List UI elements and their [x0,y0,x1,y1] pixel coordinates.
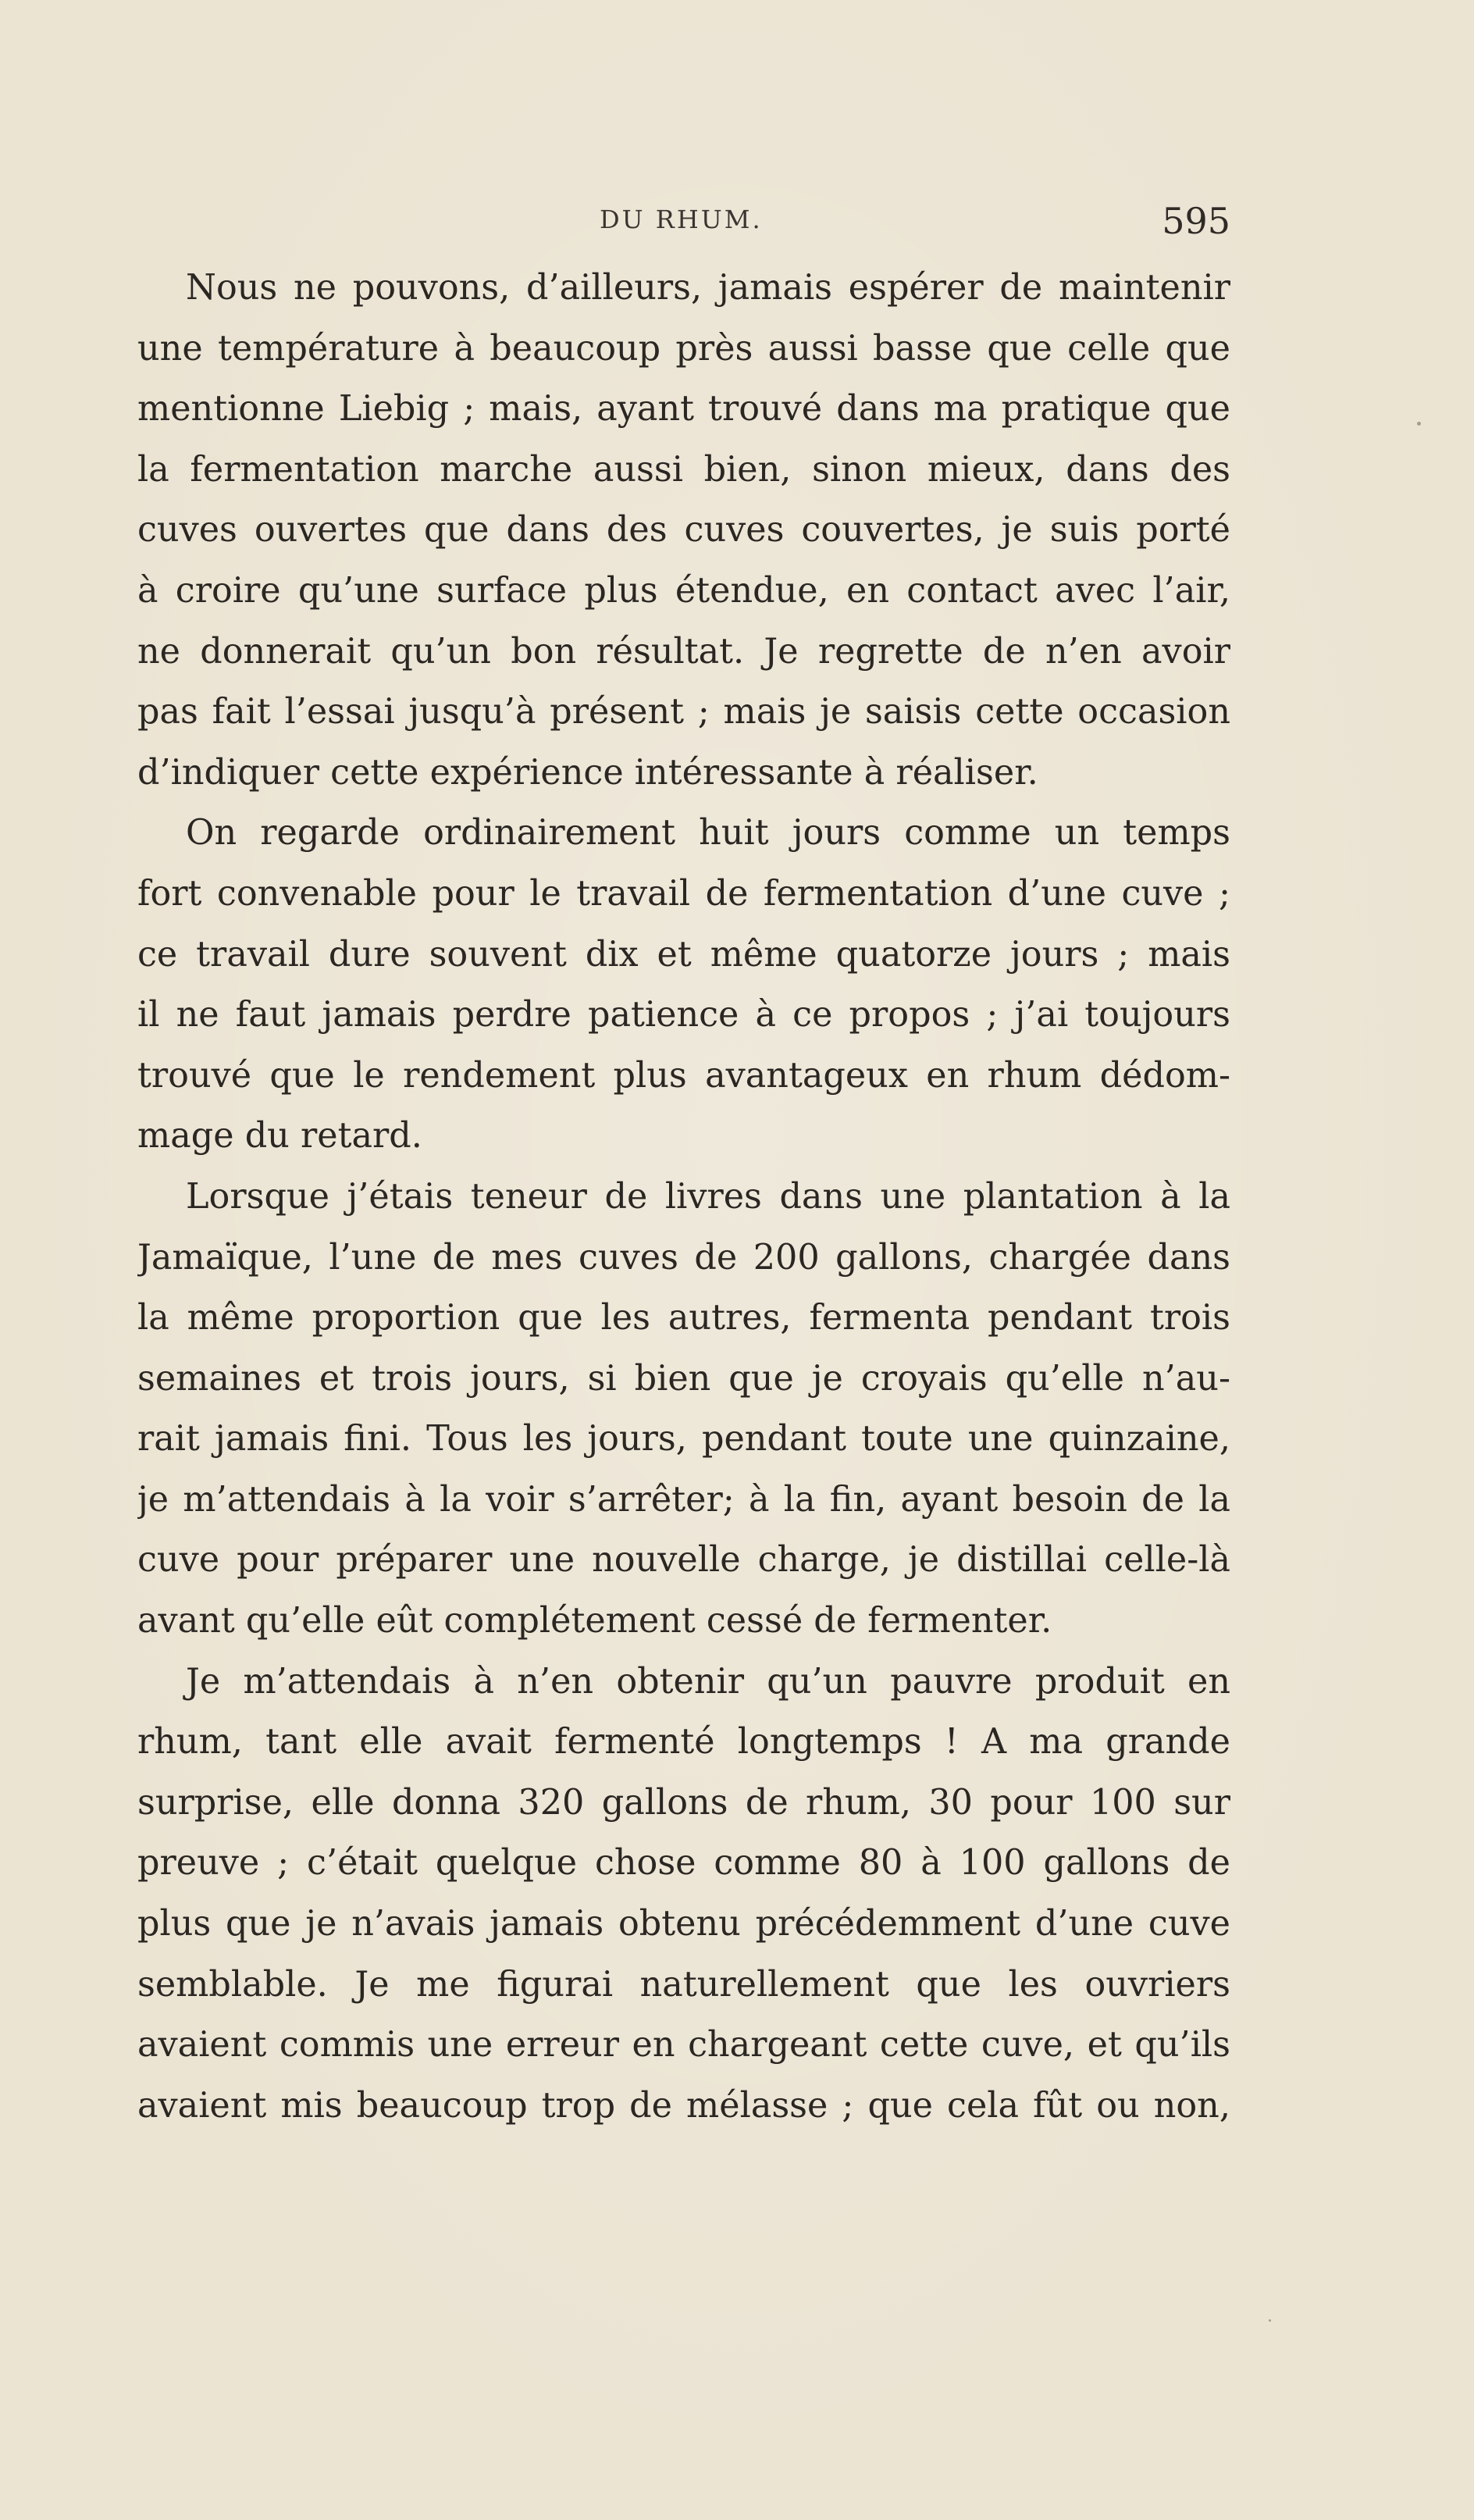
text-line: avaient mis beaucoup trop de mélasse ; que cela fût ou non, [137,2085,1230,2126]
text-line: cuves ouvertes que dans des cuves couvertes, je suis porté [137,510,1230,551]
text-line: Je m’attendais à n’en obtenir qu’un pauvre produit en [186,1661,1230,1702]
text-line: fort convenable pour le travail de fermentation d’une cuve ; [137,873,1230,914]
page-header [137,200,1230,251]
paper-speck [1417,422,1421,426]
text-line: ce travail dure souvent dix et même quatorze jours ; mais [137,934,1230,975]
text-line: d’indiquer cette expérience intéressante à réaliser. [137,752,1038,793]
text-line: On regarde ordinairement huit jours comme un temps [186,813,1230,854]
text-line: cuve pour préparer une nouvelle charge, je distillai celle-là [137,1540,1230,1581]
text-line: ne donnerait qu’un bon résultat. Je regrette de n’en avoir [137,631,1230,672]
text-line: Jamaïque, l’une de mes cuves de 200 gallons, chargée dans [137,1237,1230,1278]
text-line: avant qu’elle eût complétement cessé de fermenter. [137,1601,1052,1641]
text-line: surprise, elle donna 320 gallons de rhum, 30 pour 100 sur [137,1782,1230,1823]
text-line: preuve ; c’était quelque chose comme 80 à 100 gallons de [137,1843,1230,1884]
text-line: avaient commis une erreur en chargeant cette cuve, et qu’ils [137,2025,1230,2066]
body-text [137,258,1230,2136]
text-line: à croire qu’une surface plus étendue, en contact avec l’air, [137,570,1230,611]
text-line: rait jamais fini. Tous les jours, pendant toute une quinzaine, [137,1419,1230,1460]
text-line: mentionne Liebig ; mais, ayant trouvé dans ma pratique que [137,389,1230,430]
text-line: semblable. Je me figurai naturellement que les ouvriers [137,1964,1230,2005]
text-line: une température à beaucoup près aussi basse que celle que [137,328,1230,369]
page-number: 595 [1162,200,1230,242]
running-head: DU RHUM. [600,205,763,234]
text-line: je m’attendais à la voir s’arrêter; à la fin, ayant besoin de la [137,1479,1230,1520]
text-line: la même proportion que les autres, fermenta pendant trois [137,1298,1230,1338]
text-line: la fermentation marche aussi bien, sinon mieux, dans des [137,449,1230,490]
text-line: trouvé que le rendement plus avantageux en rhum dédom- [137,1055,1230,1096]
text-line: semaines et trois jours, si bien que je croyais qu’elle n’au- [137,1358,1230,1399]
text-line: Nous ne pouvons, d’ailleurs, jamais espérer de maintenir [186,268,1230,308]
text-line: mage du retard. [137,1116,422,1157]
text-line: rhum, tant elle avait fermenté longtemps ! A ma grande [137,1722,1230,1763]
text-line: plus que je n’avais jamais obtenu précédemment d’une cuve [137,1904,1230,1944]
text-line: pas fait l’essai jusqu’à présent ; mais je saisis cette occasion [137,692,1230,732]
paper-speck [1269,2319,1271,2322]
text-line: il ne faut jamais perdre patience à ce propos ; j’ai toujours [137,995,1230,1035]
text-line: Lorsque j’étais teneur de livres dans une plantation à la [186,1176,1230,1217]
